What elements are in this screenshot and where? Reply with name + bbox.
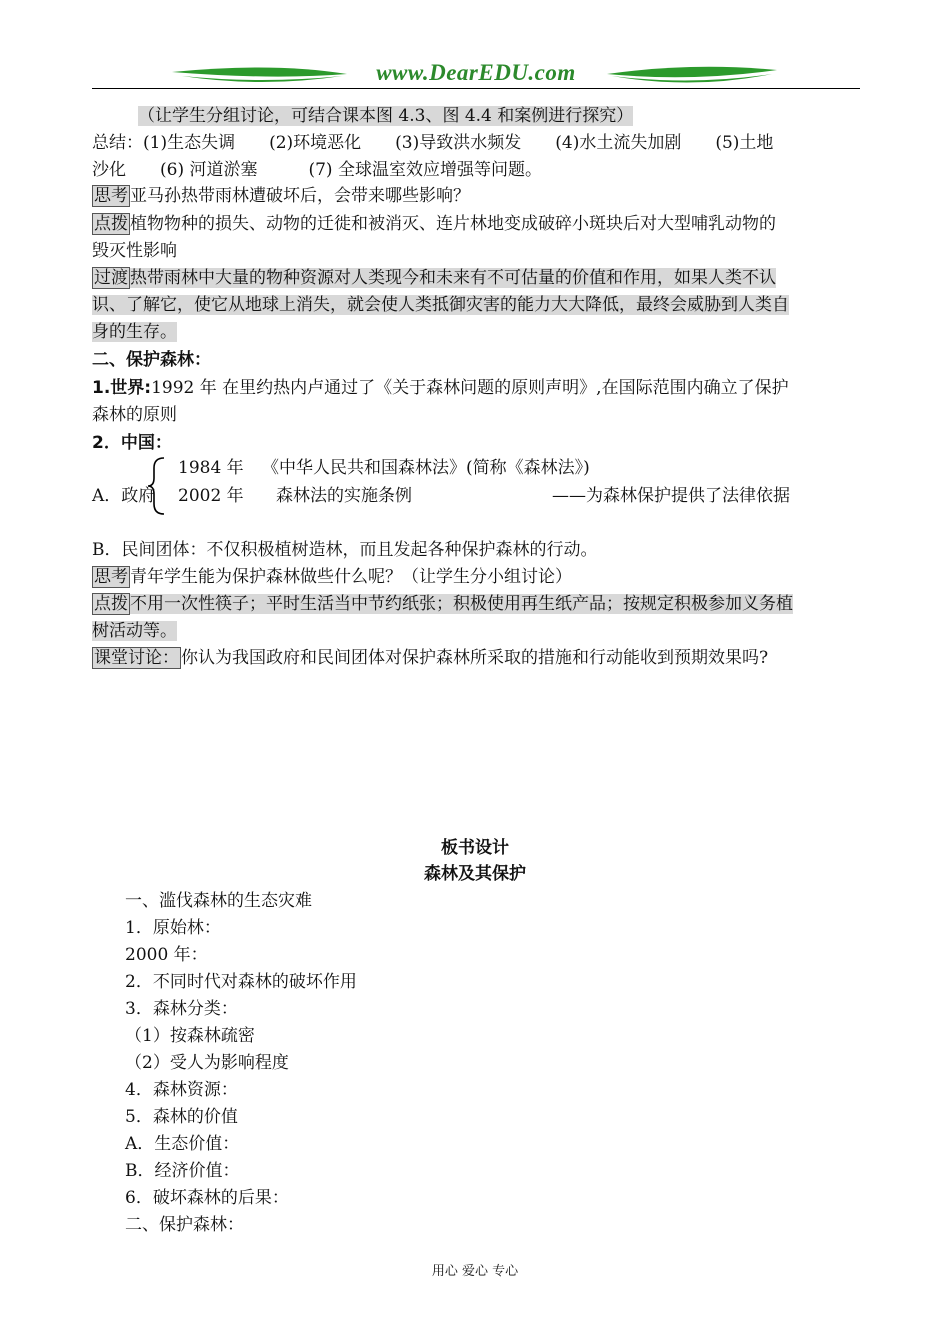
board-item: 5．森林的价值 bbox=[125, 1107, 238, 1127]
think-1-text: 亚马孙热带雨林遭破坏后，会带来哪些影响？ bbox=[130, 186, 470, 206]
transition-line-2 bbox=[92, 293, 789, 317]
hint-tag: 点拨 bbox=[94, 214, 128, 234]
hint-2-line-2 bbox=[92, 619, 177, 643]
intro-text: （让学生分组讨论，可结合课本图 4.3、图 4.4 和案例进行探究） bbox=[138, 106, 634, 126]
intro-line bbox=[138, 104, 633, 128]
transition-text-1: 热带雨林中大量的物种资源对人类现今和未来有不可估量的价值和作用，如果人类不认 bbox=[130, 268, 776, 288]
board-item: （2）受人为影响程度 bbox=[125, 1053, 289, 1073]
board-item: A．生态价值： bbox=[125, 1134, 240, 1154]
hint-2-tag: 点拨 bbox=[94, 594, 128, 614]
transition-tag: 过渡 bbox=[94, 268, 128, 288]
board-title: 板书设计 bbox=[441, 838, 509, 858]
board-item: 6．破坏森林的后果： bbox=[125, 1188, 289, 1208]
board-item: 3．森林分类： bbox=[125, 999, 238, 1019]
transition-line-3 bbox=[92, 320, 177, 344]
think-1 bbox=[92, 184, 470, 208]
header-banner bbox=[92, 58, 860, 92]
think-tag: 思考 bbox=[94, 186, 128, 206]
gov-label: A．政府 bbox=[92, 486, 156, 506]
discussion-tag: 课堂讨论： bbox=[94, 648, 179, 668]
think-2-tag: 思考 bbox=[94, 567, 128, 587]
hint-1-line-1 bbox=[92, 212, 776, 236]
think-2 bbox=[92, 565, 572, 589]
law-2-text: 森林法的实施条例 bbox=[276, 486, 412, 506]
board-item: 2000 年： bbox=[125, 945, 208, 965]
hint-2-text-2: 树活动等。 bbox=[92, 621, 177, 641]
transition-line-1 bbox=[92, 266, 776, 290]
board-subtitle: 森林及其保护 bbox=[424, 864, 526, 884]
board-item: 2．不同时代对森林的破坏作用 bbox=[125, 972, 357, 992]
logo-text: www.DearEDU.com bbox=[376, 60, 576, 85]
world-label: 1.世界: bbox=[92, 378, 152, 398]
board-item: 二、保护森林： bbox=[125, 1215, 244, 1235]
transition-text-3: 身的生存。 bbox=[92, 322, 177, 342]
summary-line-2: 沙化 (6) 河道淤塞 (7) 全球温室效应增强等问题。 bbox=[92, 160, 542, 180]
header-rule bbox=[92, 88, 860, 89]
law-1-text: 《中华人民共和国森林法》(简称《森林法》) bbox=[262, 458, 590, 478]
world-text-1: 1992 年 在里约热内卢通过了《关于森林问题的原则声明》,在国际范围内确立了保护 bbox=[151, 378, 789, 398]
hint-1-line-2: 毁灭性影响 bbox=[92, 241, 177, 261]
world-line-2: 森林的原则 bbox=[92, 405, 177, 425]
section-2-heading: 二、保护森林： bbox=[92, 350, 211, 370]
law-note: ——为森林保护提供了法律依据 bbox=[552, 486, 790, 506]
board-item: 1．原始林： bbox=[125, 918, 221, 938]
discussion-line bbox=[92, 646, 768, 670]
law-1-year: 1984 年 bbox=[178, 458, 244, 478]
board-item: 4．森林资源： bbox=[125, 1080, 238, 1100]
think-2-text: 青年学生能为保护森林做些什么呢？（让学生分小组讨论） bbox=[130, 567, 572, 587]
board-item: B．经济价值： bbox=[125, 1161, 240, 1181]
transition-text-2: 识、了解它，使它从地球上消失，就会使人类抵御灾害的能力大大降低，最终会威胁到人类自 bbox=[92, 295, 789, 315]
world-line-1 bbox=[92, 376, 789, 400]
hint-1-text-1: 植物物种的损失、动物的迁徙和被消灭、连片林地变成破碎小斑块后对大型哺乳动物的 bbox=[130, 214, 776, 234]
hint-2-line-1 bbox=[92, 592, 793, 616]
discussion-text: 你认为我国政府和民间团体对保护森林所采取的措施和行动能收到预期效果吗? bbox=[181, 648, 769, 668]
footer-text: 用心 爱心 专心 bbox=[431, 1264, 519, 1279]
summary-line-1: 总结：(1)生态失调 (2)环境恶化 (3)导致洪水频发 (4)水土流失加剧 (5)土地 bbox=[92, 133, 774, 153]
ngo-line: B．民间团体：不仅积极植树造林，而且发起各种保护森林的行动。 bbox=[92, 540, 598, 560]
board-item: （1）按森林疏密 bbox=[125, 1026, 255, 1046]
board-item: 一、滥伐森林的生态灾难 bbox=[125, 891, 312, 911]
china-label: 2．中国： bbox=[92, 433, 172, 453]
law-2-year: 2002 年 bbox=[178, 486, 244, 506]
hint-2-text-1: 不用一次性筷子；平时生活当中节约纸张；积极使用再生纸产品；按规定积极参加义务植 bbox=[130, 594, 793, 614]
